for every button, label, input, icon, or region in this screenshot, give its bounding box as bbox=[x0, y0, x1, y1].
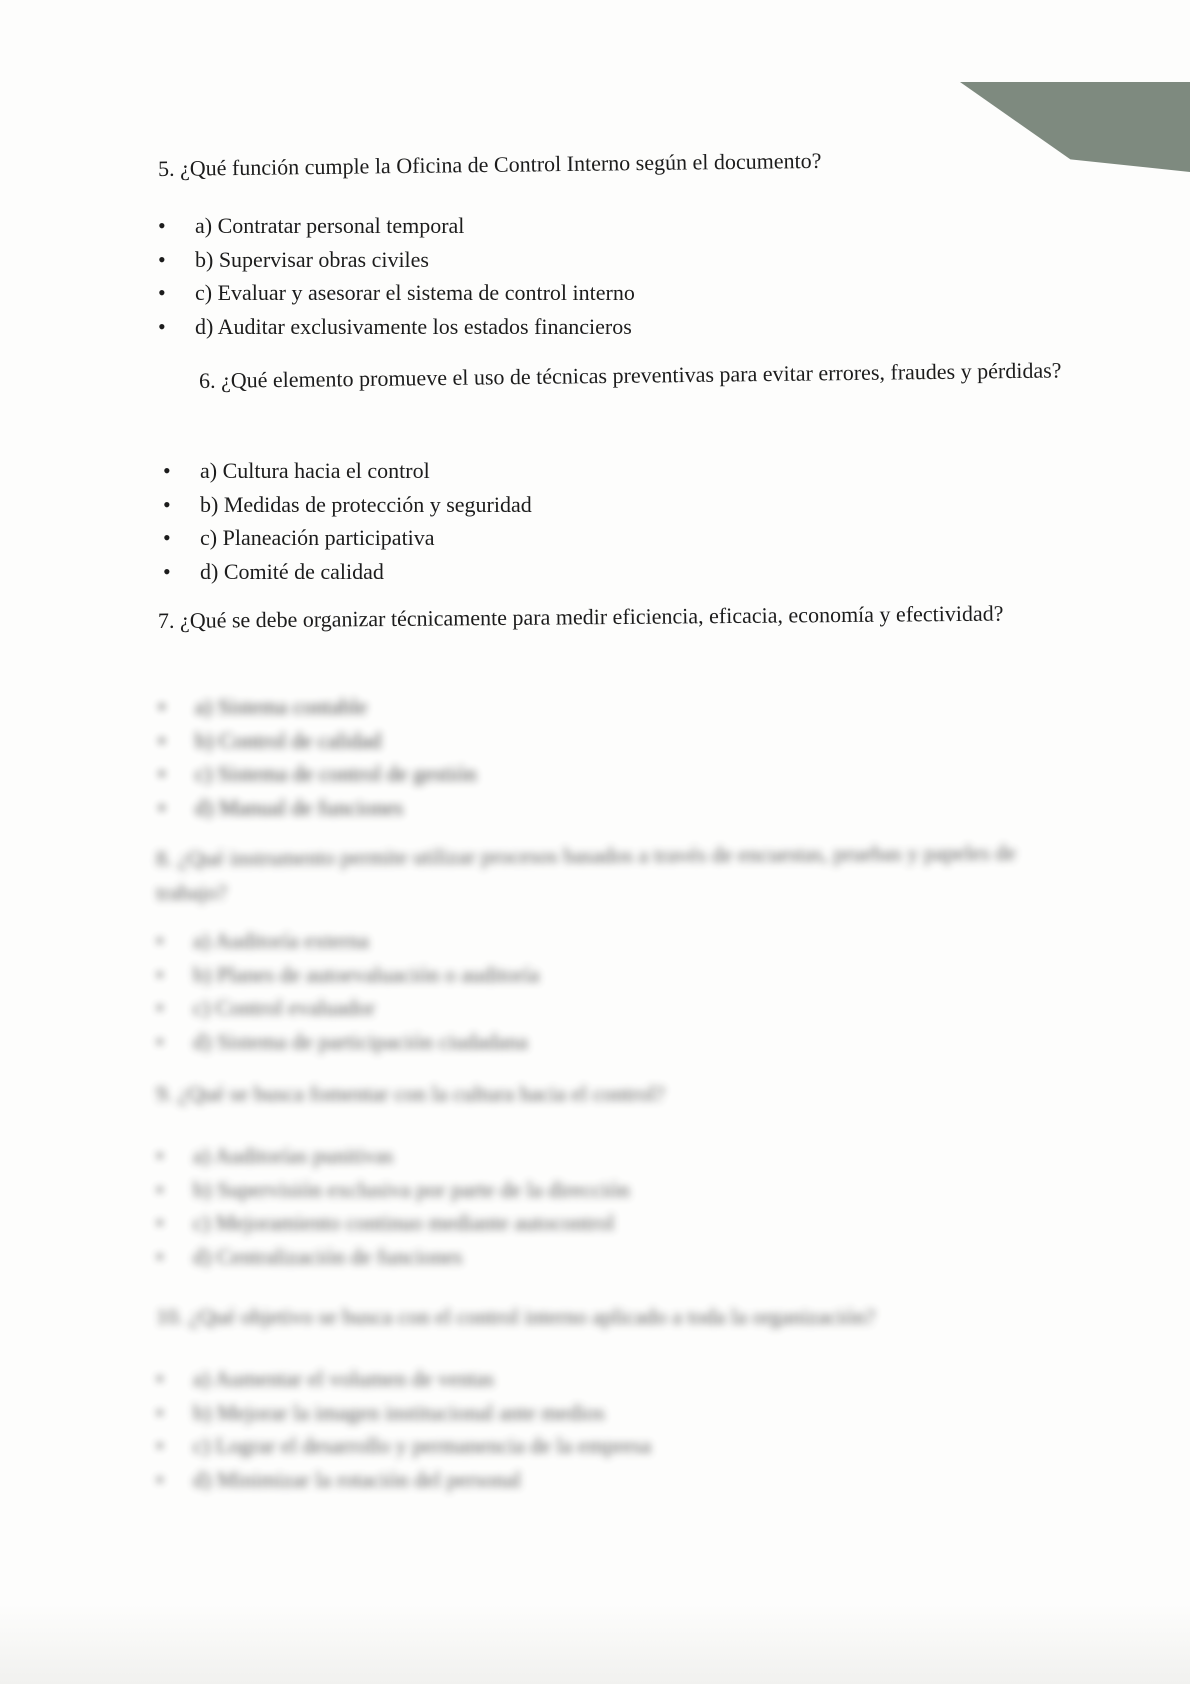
question-6-text: 6. ¿Qué elemento promueve el uso de técnicas preventivas para evitar errores, fraudes y pérdidas? bbox=[198, 357, 1062, 393]
question-8-text: 8. ¿Qué instrumento permite utilizar procesos basados a través de encuestas, pruebas y papeles de trabajo? bbox=[155, 839, 1017, 905]
option-c: • c) Control evaluador bbox=[156, 991, 539, 1025]
option-c: • c) Evaluar y asesorar el sistema de control interno bbox=[158, 276, 635, 310]
option-d: • d) Auditar exclusivamente los estados financieros bbox=[158, 310, 635, 344]
option-c: • c) Sistema de control de gestión bbox=[158, 757, 477, 791]
option-a: • a) Sistema contable bbox=[158, 690, 477, 724]
question-7-options bbox=[158, 690, 477, 824]
option-c: • c) Lograr el desarrollo y permanencia de la empresa bbox=[156, 1429, 651, 1463]
option-a: • a) Cultura hacia el control bbox=[163, 454, 532, 488]
question-5-text: 5. ¿Qué función cumple la Oficina de Control Interno según el documento? bbox=[157, 147, 822, 181]
question-7-text: 7. ¿Qué se debe organizar técnicamente para medir eficiencia, eficacia, economía y efectividad? bbox=[157, 600, 1004, 633]
option-b: • b) Control de calidad bbox=[158, 724, 477, 758]
option-d: • d) Minimizar la rotación del personal bbox=[156, 1463, 651, 1497]
option-d: • d) Sistema de participación ciudadana bbox=[156, 1025, 539, 1059]
option-a: • a) Aumentar el volumen de ventas bbox=[156, 1362, 651, 1396]
option-d: • d) Centralización de funciones bbox=[156, 1240, 630, 1274]
question-9-options bbox=[156, 1139, 630, 1273]
question-10-options bbox=[156, 1362, 651, 1496]
page-bottom-shade bbox=[0, 1604, 1190, 1684]
option-b: • b) Mejorar la imagen institucional ante medios bbox=[156, 1396, 651, 1430]
option-b: • b) Supervisión exclusiva por parte de la dirección bbox=[156, 1173, 630, 1207]
question-9-text: 9. ¿Qué se busca fomentar con la cultura hacia el control? bbox=[156, 1081, 665, 1106]
question-5-options bbox=[158, 209, 635, 343]
question-10-text: 10. ¿Qué objetivo se busca con el control interno aplicado a toda la organización? bbox=[156, 1304, 876, 1329]
question-6-options bbox=[163, 454, 532, 588]
option-b: • b) Supervisar obras civiles bbox=[158, 243, 635, 277]
option-a: • a) Auditorías punitivas bbox=[156, 1139, 630, 1173]
option-c: • c) Planeación participativa bbox=[163, 521, 532, 555]
option-a: • a) Auditoría externa bbox=[156, 924, 539, 958]
option-b: • b) Planes de autoevaluación o auditoría bbox=[156, 958, 539, 992]
option-b: • b) Medidas de protección y seguridad bbox=[163, 488, 532, 522]
option-a: • a) Contratar personal temporal bbox=[158, 209, 635, 243]
option-d: • d) Manual de funciones bbox=[158, 791, 477, 825]
question-8-options bbox=[156, 924, 539, 1058]
option-c: • c) Mejoramiento continuo mediante autocontrol bbox=[156, 1206, 630, 1240]
option-d: • d) Comité de calidad bbox=[163, 555, 532, 589]
